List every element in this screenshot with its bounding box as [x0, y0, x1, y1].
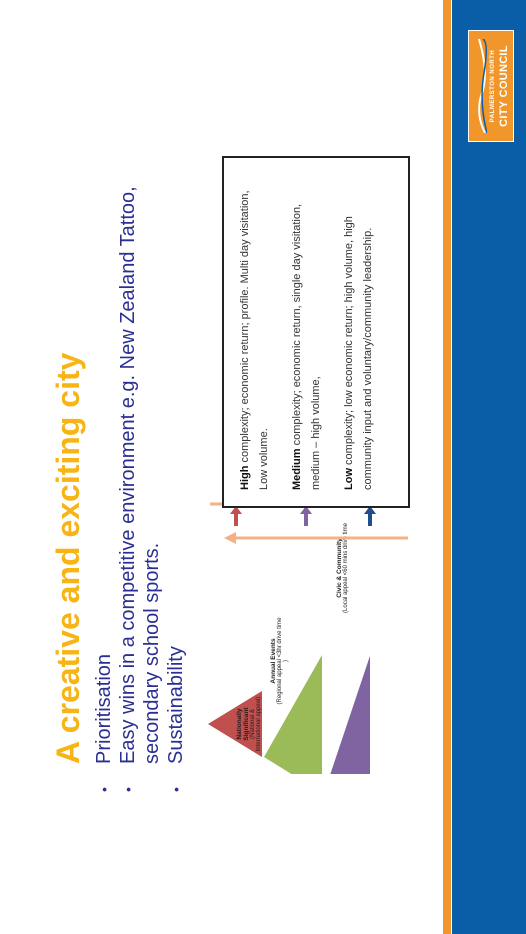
tier-high: High complexity; economic return; profile. Multi day visitation, Low volume.	[239, 190, 270, 490]
pyramid-label-middle	[270, 616, 289, 706]
tier-arrows	[210, 504, 410, 544]
slide-title: A creative and exciting city	[50, 352, 86, 764]
tier-medium: Medium complexity; economic return, single day visitation, medium – high volume,	[291, 203, 322, 490]
bullet-dot-icon: •	[168, 787, 184, 792]
bullet-text: Sustainability	[165, 646, 187, 764]
bullet-item	[116, 92, 164, 792]
council-logo	[468, 30, 514, 142]
logo-line2: CITY COUNCIL	[498, 45, 510, 127]
pyramid-label-heading: Civic & Community	[336, 538, 343, 598]
bullet-list	[92, 92, 188, 792]
tier-description-box	[222, 156, 410, 508]
pyramid-label-sub: (National & International appeal)	[250, 696, 262, 752]
bullet-text: Easy wins in a competitive environment e.g. New Zealand Tattoo, secondary school sports.	[117, 186, 163, 764]
pyramid-label-heading: Nationally Significant	[236, 707, 250, 741]
orange-arrow-head-icon	[224, 532, 236, 544]
pyramid-label-sub: (Regional appeal <3hr drive time )	[277, 617, 289, 705]
bullet-item	[164, 92, 188, 792]
pyramid-tier-bottom	[324, 620, 370, 774]
pyramid-label-top	[236, 694, 262, 754]
pyramid-label-sub: (Local appeal <60 mins drive time	[343, 523, 349, 613]
orange-stripe	[443, 0, 451, 934]
logo-line1: PALMERSTON NORTH	[490, 49, 496, 123]
bullet-dot-icon: •	[120, 787, 136, 792]
pyramid-label-heading: Annual Events	[270, 638, 277, 684]
bullet-item	[92, 92, 116, 792]
logo-hills-icon	[473, 39, 487, 133]
bullet-dot-icon: •	[96, 787, 112, 792]
bullet-text: Prioritisation	[93, 653, 115, 764]
tier-low: Low complexity; low economic return; high volume, high community input and voluntary/community leadership.	[343, 216, 374, 490]
